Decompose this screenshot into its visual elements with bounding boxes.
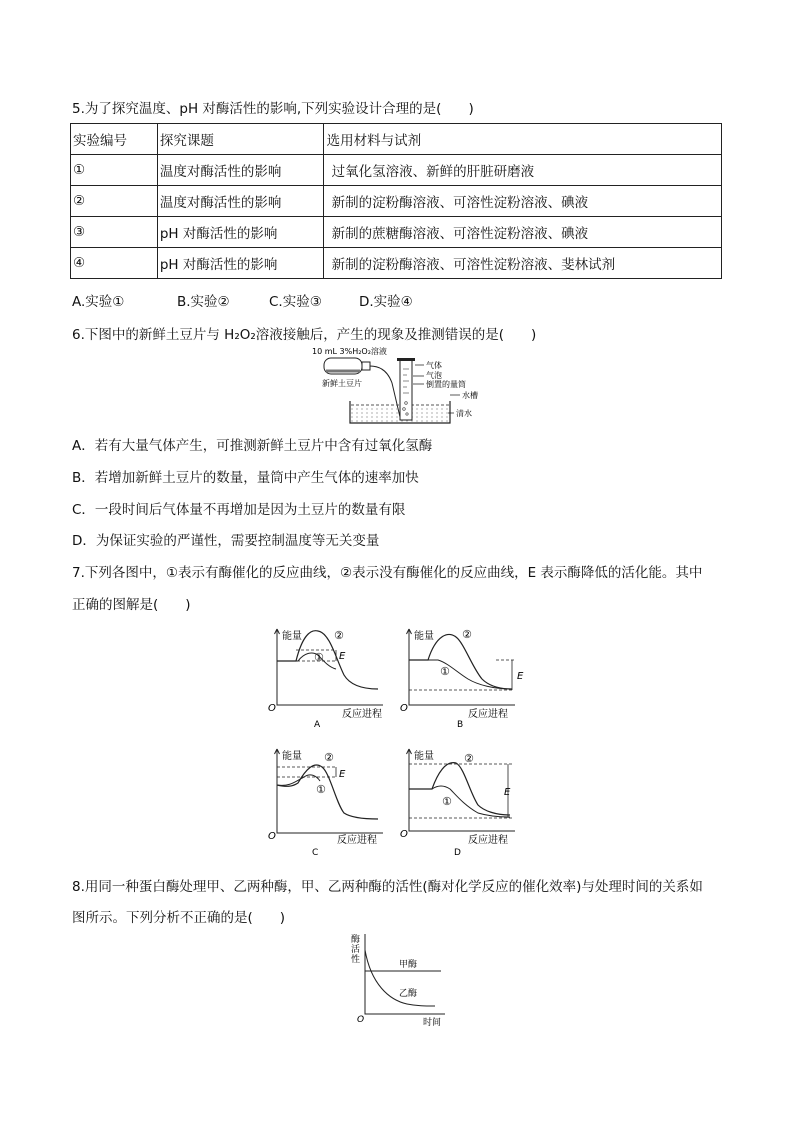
x-axis-label: 时间 bbox=[423, 1018, 442, 1028]
y-axis-label: 能量 bbox=[282, 751, 302, 762]
q6-option-c[interactable]: C．一段时间后气体量不再增加是因为土豆片的数量有限 bbox=[72, 502, 406, 518]
curve1-label: ① bbox=[442, 795, 452, 808]
curve-1 bbox=[409, 660, 512, 689]
curve1-label: ① bbox=[316, 783, 326, 796]
origin-label: O bbox=[357, 1015, 365, 1025]
table-cell: 新制的蔗糖酶溶液、可溶性淀粉溶液、碘液 bbox=[323, 217, 721, 248]
table-row bbox=[71, 217, 722, 248]
q6-option-a[interactable]: A．若有大量气体产生，可推测新鲜土豆片中含有过氧化氢酶 bbox=[72, 438, 433, 454]
curve1-label: ① bbox=[440, 665, 450, 678]
option-d[interactable]: D.实验④ bbox=[359, 294, 413, 310]
panel-label: D bbox=[454, 848, 461, 858]
curve2-label: ② bbox=[334, 629, 344, 642]
x-axis-label: 反应进程 bbox=[337, 835, 377, 846]
q7-graph-b bbox=[398, 623, 528, 733]
q6-option-d[interactable]: D．为保证实验的严谨性，需要控制温度等无关变量 bbox=[72, 533, 380, 549]
table-row bbox=[71, 186, 722, 217]
table-cell: 过氧化氢溶液、新鲜的肝脏研磨液 bbox=[323, 155, 721, 186]
table-cell: 温度对酶活性的影响 bbox=[157, 186, 323, 217]
x-axis-label: 反应进程 bbox=[468, 835, 508, 846]
y-axis-label: 能量 bbox=[414, 751, 434, 762]
q5-table bbox=[70, 123, 722, 279]
q6-apparatus-figure bbox=[300, 343, 500, 425]
delivery-tube bbox=[370, 366, 400, 417]
q7-graph-d bbox=[398, 743, 528, 861]
enzyme-a-label: 甲酶 bbox=[399, 960, 418, 970]
curve-1 bbox=[277, 775, 320, 785]
q8-stem-line2: 图所示。下列分析不正确的是( ) bbox=[72, 910, 286, 926]
table-cell: 新制的淀粉酶溶液、可溶性淀粉溶液、碘液 bbox=[323, 186, 721, 217]
q6-option-b[interactable]: B．若增加新鲜土豆片的数量，量筒中产生气体的速率加快 bbox=[72, 470, 419, 486]
panel-label: A bbox=[314, 720, 321, 730]
q5-options bbox=[72, 290, 413, 310]
gas-label: 气体 bbox=[426, 361, 442, 370]
tank-label: 水槽 bbox=[462, 391, 478, 400]
q7-stem-line1: 7.下列各图中，①表示有酶催化的反应曲线，②表示没有酶催化的反应曲线，E 表示酶降低的活化能。其中 bbox=[72, 565, 703, 581]
e-label: E bbox=[339, 651, 346, 662]
measuring-cylinder-icon bbox=[397, 358, 415, 420]
water-label: 清水 bbox=[456, 409, 472, 418]
table-cell: 新制的淀粉酶溶液、可溶性淀粉溶液、斐林试剂 bbox=[323, 248, 721, 279]
q6-stem: 6.下图中的新鲜土豆片与 H₂O₂溶液接触后，产生的现象及推测错误的是( ) bbox=[72, 327, 537, 343]
option-a[interactable]: A.实验① bbox=[72, 294, 125, 310]
flask-icon bbox=[324, 358, 370, 374]
table-cell: pH 对酶活性的影响 bbox=[157, 217, 323, 248]
panel-label: C bbox=[312, 848, 319, 858]
q7-stem-line2: 正确的图解是( ) bbox=[72, 597, 191, 613]
curve2-label: ② bbox=[464, 752, 474, 765]
table-cell: 温度对酶活性的影响 bbox=[157, 155, 323, 186]
e-label: E bbox=[504, 787, 511, 798]
curve-2 bbox=[277, 765, 378, 819]
curve-2 bbox=[409, 635, 512, 689]
y-axis-label: 能量 bbox=[282, 631, 302, 642]
cylinder-label: 倒置的量筒 bbox=[426, 380, 466, 389]
table-cell: ① bbox=[71, 155, 158, 186]
origin-label: O bbox=[268, 831, 276, 842]
origin-label: O bbox=[400, 703, 408, 714]
enzyme-b-label: 乙酶 bbox=[399, 989, 418, 999]
table-header-cell: 选用材料与试剂 bbox=[323, 124, 721, 155]
curve2-label: ② bbox=[462, 628, 472, 641]
x-axis-label: 反应进程 bbox=[468, 709, 508, 720]
table-cell: ③ bbox=[71, 217, 158, 248]
y-axis-label: 酶 bbox=[351, 935, 361, 945]
y-axis-label: 性 bbox=[351, 955, 361, 965]
origin-label: O bbox=[400, 829, 408, 840]
bubble-label: 气泡 bbox=[426, 371, 442, 380]
table-header-cell: 实验编号 bbox=[71, 124, 158, 155]
q7-graph-a bbox=[266, 623, 391, 733]
q5-stem: 5.为了探究温度、pH 对酶活性的影响,下列实验设计合理的是( ) bbox=[72, 101, 474, 117]
q7-graph-c bbox=[266, 743, 391, 861]
table-header-row bbox=[71, 124, 722, 155]
curve-1 bbox=[409, 786, 510, 817]
table-cell: ② bbox=[71, 186, 158, 217]
curve2-label: ② bbox=[324, 751, 334, 764]
y-axis-label: 能量 bbox=[414, 631, 434, 642]
table-cell: ④ bbox=[71, 248, 158, 279]
e-label: E bbox=[517, 671, 524, 682]
potato-label: 新鲜土豆片 bbox=[322, 379, 362, 388]
origin-label: O bbox=[268, 703, 276, 714]
e-label: E bbox=[339, 769, 346, 780]
y-axis-label: 活 bbox=[351, 945, 361, 955]
option-c[interactable]: C.实验③ bbox=[269, 294, 322, 310]
table-row bbox=[71, 155, 722, 186]
panel-label: B bbox=[457, 720, 464, 730]
option-b[interactable]: B.实验② bbox=[177, 294, 230, 310]
x-axis-label: 反应进程 bbox=[342, 709, 382, 720]
q8-activity-graph bbox=[345, 928, 455, 1028]
table-header-cell: 探究课题 bbox=[157, 124, 323, 155]
table-row bbox=[71, 248, 722, 279]
solution-label: 10 mL 3%H₂O₂溶液 bbox=[312, 347, 387, 356]
q8-stem-line1: 8.用同一种蛋白酶处理甲、乙两种酶，甲、乙两种酶的活性(酶对化学反应的催化效率)与处理时间的关系如 bbox=[72, 879, 703, 895]
table-cell: pH 对酶活性的影响 bbox=[157, 248, 323, 279]
curve1-label: ① bbox=[314, 651, 324, 664]
